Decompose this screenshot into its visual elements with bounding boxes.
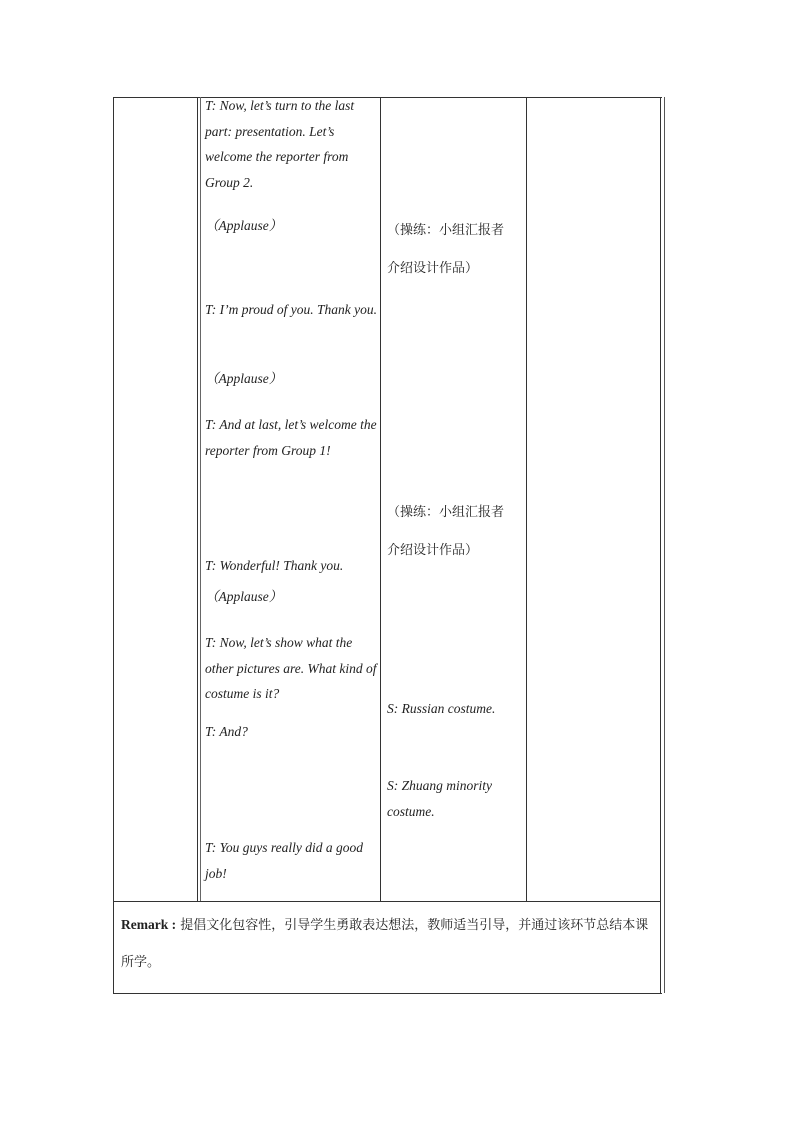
teacher-line: （Applause） [205, 371, 283, 386]
teacher-line: T: And at last, let’s welcome the reporter from Group 1! [205, 417, 377, 458]
teacher-line: T: I’m proud of you. Thank you. [205, 302, 377, 317]
table-right-border [660, 97, 665, 993]
activity-note: （操练：小组汇报者介绍设计作品） [387, 505, 505, 558]
column-divider [380, 97, 381, 902]
teacher-line: T: Now, let’s turn to the last part: presentation. Let’s welcome the reporter from Group 2. [205, 98, 355, 190]
teacher-line: T: Wonderful! Thank you. [205, 558, 344, 573]
teacher-line: T: And? [205, 724, 248, 739]
teacher-line: T: Now, let’s show what the other pictures are. What kind of costume is it? [205, 635, 377, 701]
teacher-line: （Applause） [205, 589, 283, 604]
remark-text: 提倡文化包容性，引导学生勇敢表达想法，教师适当引导，并通过该环节总结本课所学。 [121, 918, 649, 970]
remark-label: Remark : [121, 917, 177, 932]
student-line: S: Zhuang minority costume. [387, 778, 493, 819]
activity-note: （操练：小组汇报者介绍设计作品） [387, 223, 505, 276]
remark [121, 906, 656, 981]
column-divider [197, 97, 198, 902]
teacher-line: T: You guys really did a good job! [205, 840, 364, 881]
student-line: S: Russian costume. [387, 701, 496, 716]
column-divider [200, 97, 201, 902]
column-divider [526, 97, 527, 902]
remark-row-divider [113, 901, 661, 902]
teacher-line: （Applause） [205, 218, 283, 233]
